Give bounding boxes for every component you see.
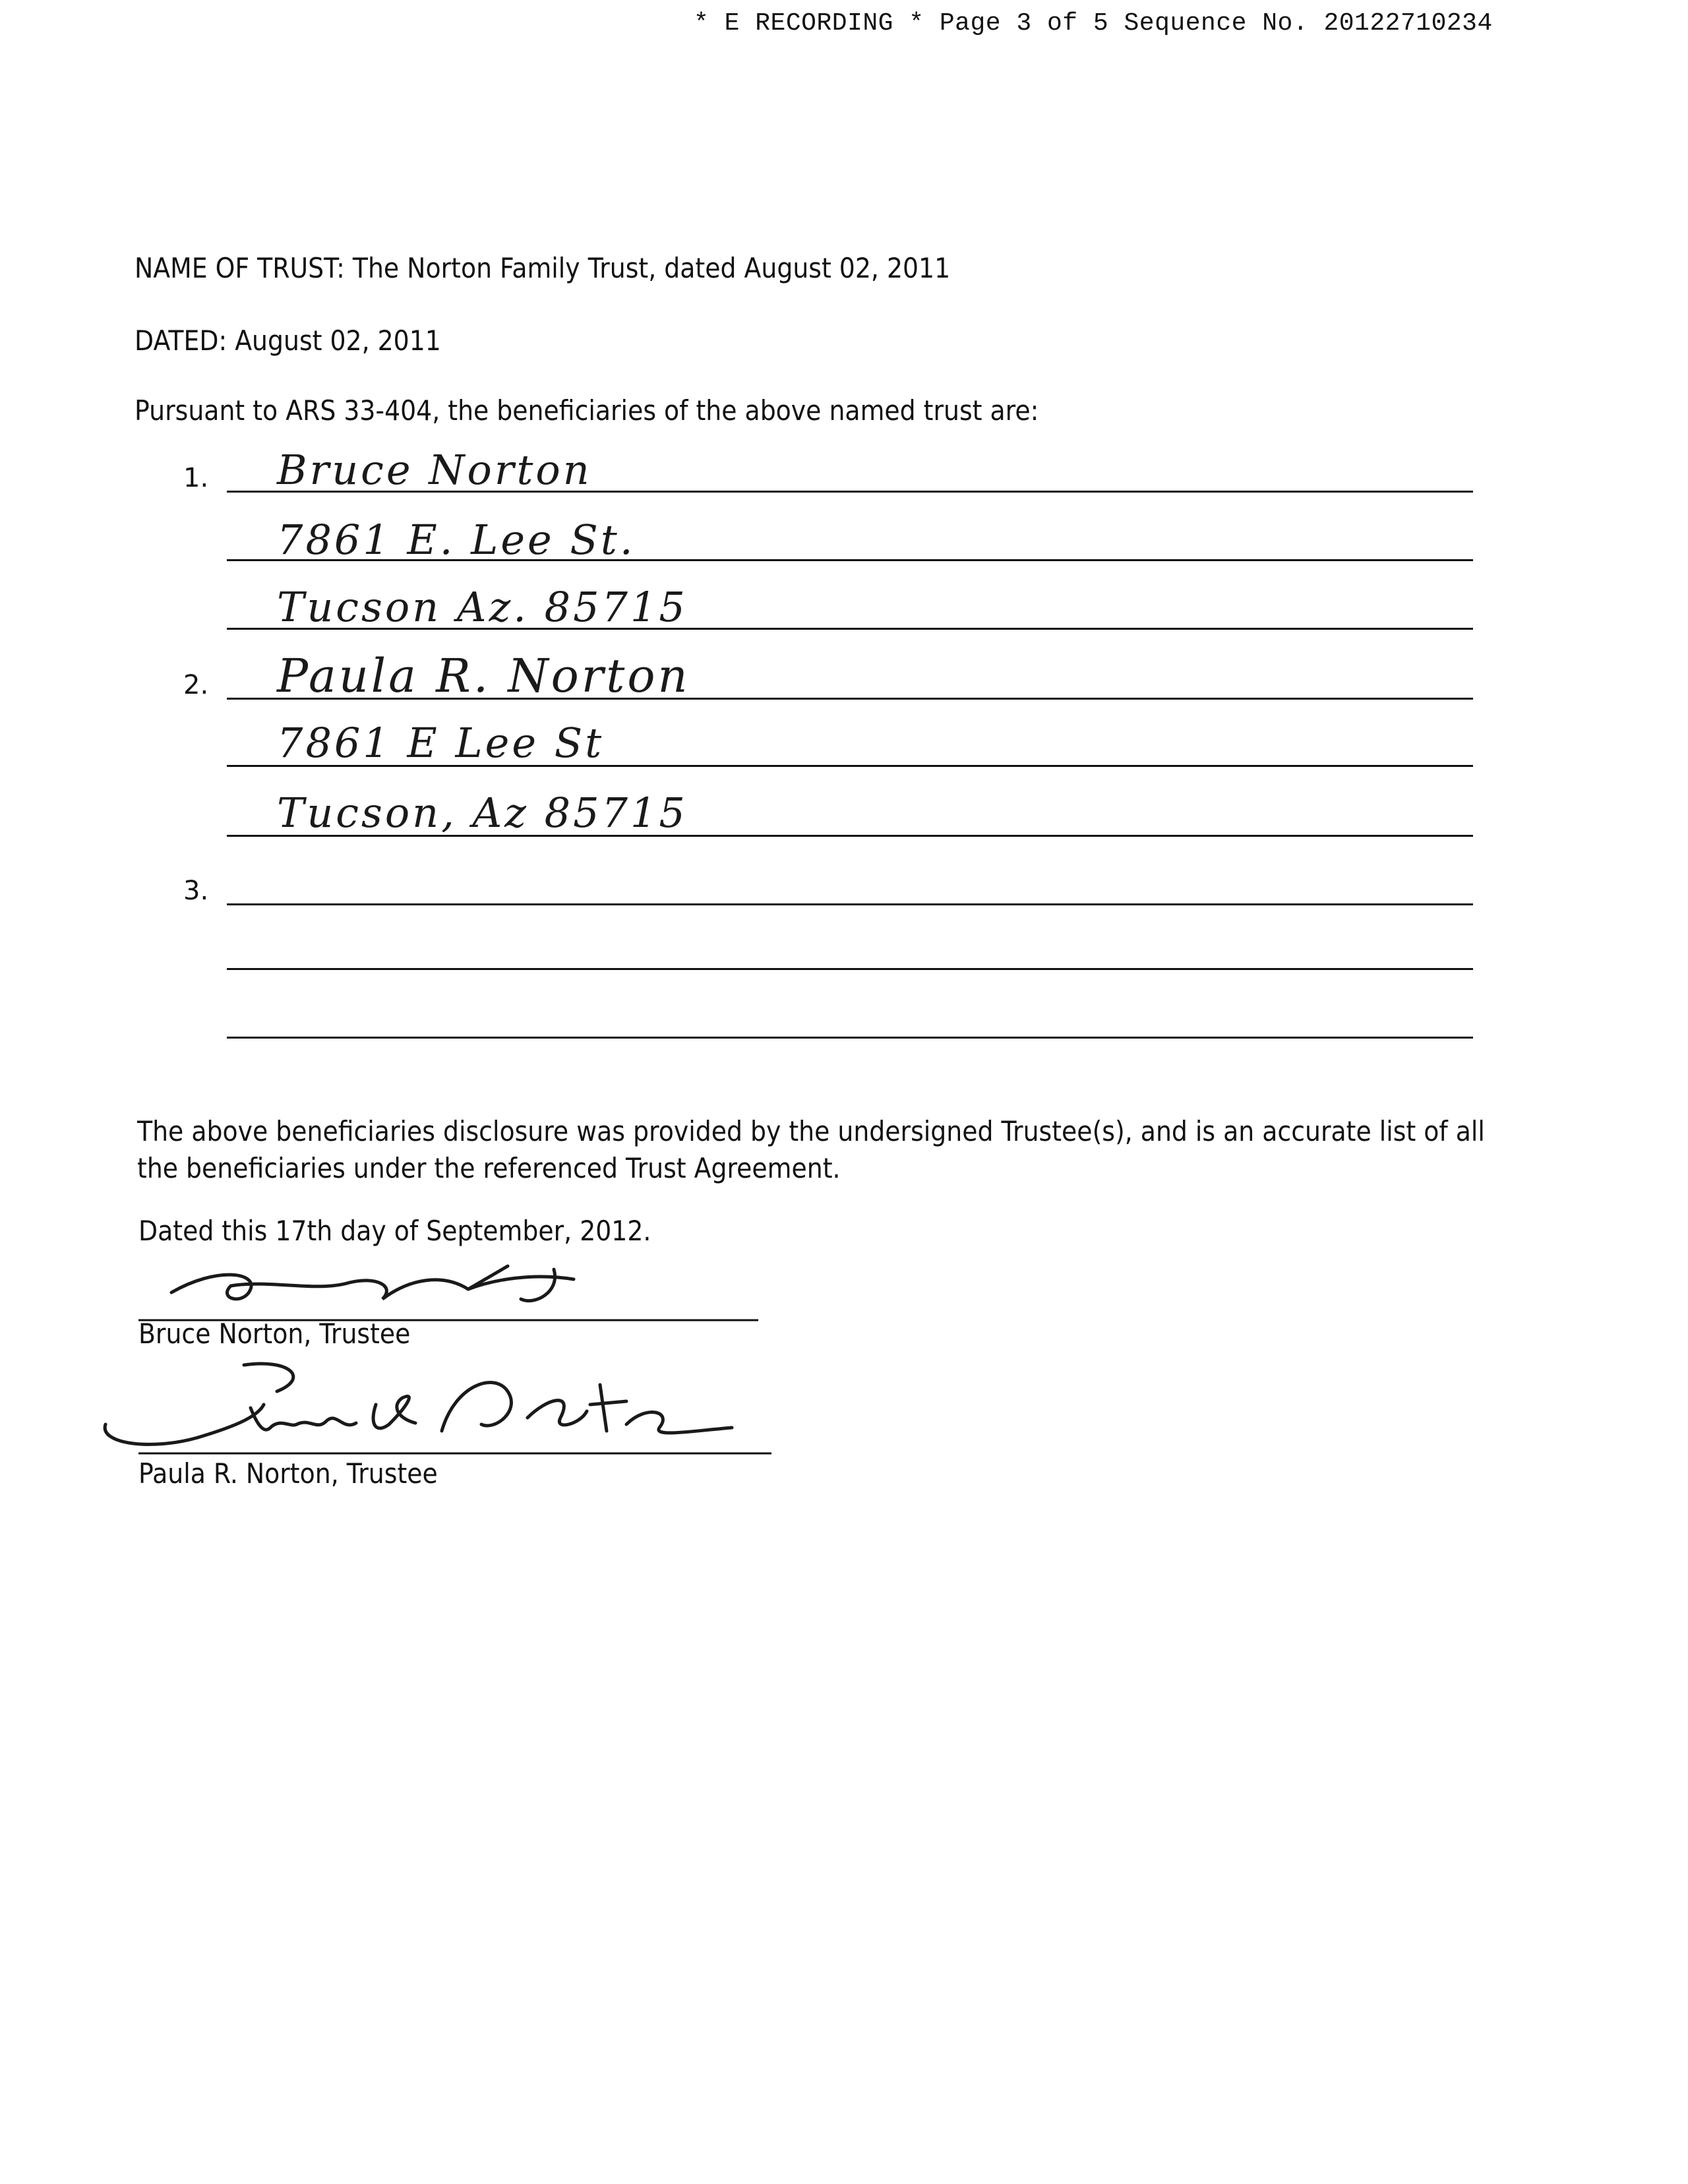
beneficiary-city-handwritten: Tucson, Az 85715: [277, 789, 688, 837]
disclosure-statement: [137, 1113, 1485, 1187]
beneficiary-line: [227, 765, 1473, 767]
beneficiary-number: 2.: [183, 670, 209, 700]
trustee2-signature: [99, 1345, 771, 1457]
beneficiary-line: [227, 835, 1473, 837]
beneficiary-line: [227, 698, 1473, 700]
beneficiary-number: 1.: [183, 463, 209, 493]
trust-dated-line: DATED: August 02, 2011: [135, 324, 441, 357]
beneficiary-street-handwritten: 7861 E Lee St: [277, 719, 605, 767]
beneficiary-line: [227, 903, 1473, 905]
beneficiary-name-handwritten: Bruce Norton: [277, 446, 592, 494]
trustee1-name-label: Bruce Norton, Trustee: [138, 1318, 411, 1350]
pursuant-statement: Pursuant to ARS 33-404, the beneficiaries of the above named trust are:: [135, 394, 1039, 427]
beneficiary-street-handwritten: 7861 E. Lee St.: [277, 516, 636, 564]
recording-stamp: * E RECORDING * Page 3 of 5 Sequence No. 20122710234: [694, 9, 1493, 38]
beneficiary-line: [227, 559, 1473, 561]
disclosure-line-1: The above beneficiaries disclosure was provided by the undersigned Trustee(s), and is an accurate list of all: [137, 1115, 1485, 1147]
beneficiary-city-handwritten: Tucson Az. 85715: [277, 583, 688, 631]
beneficiary-line: [227, 491, 1473, 493]
trustee2-name-label: Paula R. Norton, Trustee: [138, 1457, 438, 1490]
beneficiary-line: [227, 968, 1473, 970]
beneficiary-line: [227, 628, 1473, 630]
trustee1-signature: [99, 1253, 758, 1325]
trust-name-line: NAME OF TRUST: The Norton Family Trust, dated August 02, 2011: [135, 252, 951, 284]
beneficiary-name-handwritten: Paula R. Norton: [277, 649, 690, 703]
beneficiary-line: [227, 1037, 1473, 1039]
dated-this-line: Dated this 17th day of September, 2012.: [138, 1215, 651, 1247]
beneficiary-number: 3.: [183, 876, 209, 906]
disclosure-line-2: the beneficiaries under the referenced Trust Agreement.: [137, 1152, 841, 1184]
